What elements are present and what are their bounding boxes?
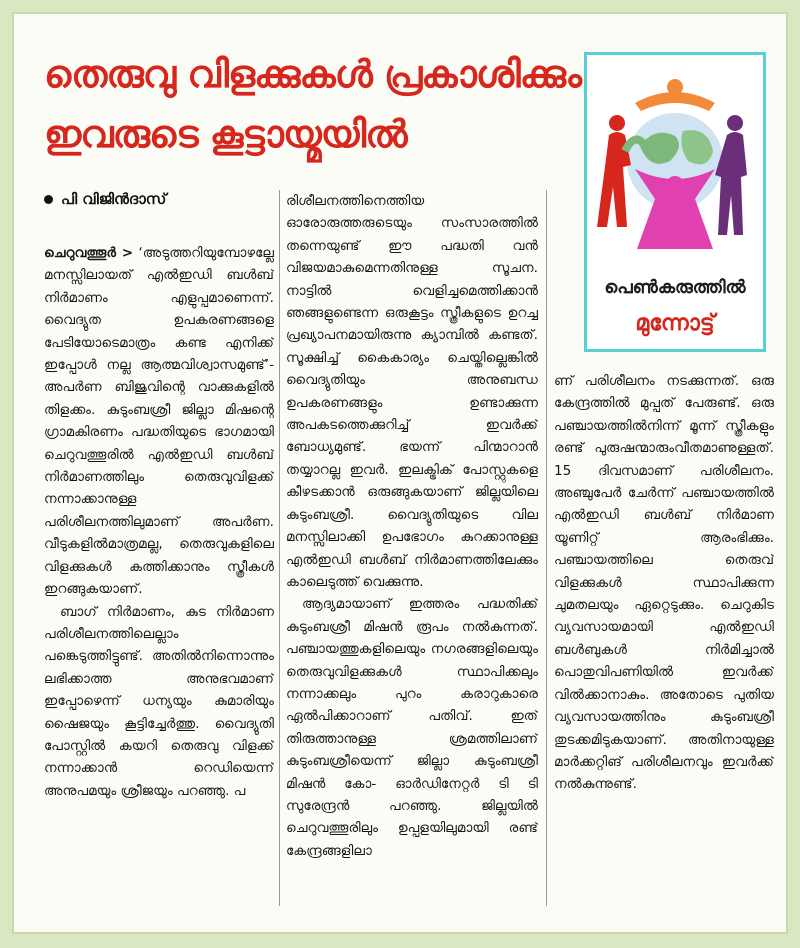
logo-subtitle: മുന്നോട്ട് [635, 311, 715, 336]
bullet-icon [44, 195, 53, 204]
kudumbashree-logo-box [584, 52, 766, 352]
women-around-globe-icon [595, 61, 755, 271]
article-paragraph [44, 242, 274, 601]
paragraph-text: ‘അടുത്തറിയുമ്പോഴല്ലേ മനസ്സിലായത് എൽഇഡി ബൾബ് നിർമാണം എളുപ്പമാണെന്ന്. വൈദ്യുത ഉപകരണങ്ങളെ പേടിയോടെമാത്രം കണ്ട എനിക്ക് ഇപ്പോൾ നല്ല ആത്മവിശ്വാസമുണ്ട്’- അപർണ ബിജുവിന്റെ വാക്കുകളിൽ തിളക്കം. കുടുംബശ്രീ ജില്ലാ മിഷന്റെ ഗ്രാമകിരണം പദ്ധതിയുടെ ഭാഗമായി ചെറുവത്തൂരിൽ എൽഇഡി ബൾബ് നിർമാണത്തിലും തെരുവുവിളക്ക് നന്നാക്കാനുള്ള പരിശീലനത്തിലുമാണ് അപർണ. വീടുകളിൽമാത്രമല്ല, തെരുവുകളിലെ വിളക്കുകൾ കത്തിക്കാനും സ്ത്രീകൾ ഇറങ്ങുകയാണ്. [44, 245, 274, 598]
headline [44, 44, 581, 164]
article-column-3 [554, 370, 774, 890]
article-paragraph: ബാഗ് നിർമാണം, കുട നിർമാണ പരിശീലനത്തിലെല്ലാം പങ്കെടുത്തിട്ടുണ്ട്. അതിൽനിന്നൊന്നും ലഭിക്കാത്ത അനുഭവമാണ് ഇപ്പോഴെന്ന് ധന്യയും കുമാരിയും ഷൈജയും കൂട്ടിച്ചേർത്തു. വൈദ്യുതി പോസ്റ്റിൽ കയറി തെരുവു വിളക്ക് നന്നാക്കാൻ റെഡിയെന്ന് അനുപമയും ശ്രീജയും പറഞ്ഞു. പ [44, 603, 274, 799]
author-name: പി വിജിൻദാസ് [61, 190, 167, 208]
column-divider [546, 190, 547, 906]
article-paragraph: രിശീലനത്തിനെത്തിയ ഓരോരുത്തരുടെയും സംസാരത്തിൽ തന്നെയുണ്ട് ഈ പദ്ധതി വൻ വിജയമാകുമെന്നതിനുള്ള സൂചന. നാട്ടിൽ വെളിച്ചമെത്തിക്കാൻ ഞങ്ങളുണ്ടെന്ന ഒരുകൂട്ടം സ്ത്രീകളുടെ ഉറച്ച പ്രഖ്യാപനമായിരുന്നു ക്യാമ്പിൽ കണ്ടത്. സൂക്ഷിച്ച് കൈകാര്യം ചെയ്തില്ലെങ്കിൽ വൈദ്യുതിയും അനുബന്ധ ഉപകരണങ്ങളും ഉണ്ടാക്കുന്ന അപകടത്തെക്കുറിച്ച് ഇവർക്ക് ബോധ്യമുണ്ട്. ഭയന്ന് പിന്മാറാൻ തയ്യാറല്ല ഇവർ. ഇലക്ട്രിക് പോസ്റ്റുകളെ കീഴടക്കാൻ ഒരുങ്ങുകയാണ് ജില്ലയിലെ കുടുംബശ്രീ. വൈദ്യുതിയുടെ വില മനസ്സിലാക്കി ഉപഭോഗം കുറക്കാനുള്ള എൽഇഡി ബൾബ് നിർമാണത്തിലേക്കും കാലെടുത്ത് വെക്കുന്നു. [286, 193, 538, 590]
dateline: ചെറുവത്തൂർ > [44, 245, 134, 261]
article-column-1 [44, 242, 274, 906]
column-divider [279, 190, 280, 906]
headline-line-1: തെരുവു വിളക്കുകൾ പ്രകാശിക്കും [44, 52, 581, 96]
headline-line-2: ഇവരുടെ കൂട്ടായ്മയിൽ [44, 112, 407, 156]
newspaper-clipping [12, 12, 788, 934]
byline [44, 190, 274, 208]
article-paragraph: ണ് പരിശീലനം നടക്കുന്നത്. ഒരു കേന്ദ്രത്തിൽ മുപ്പത് പേരുണ്ട്. ഒരു പഞ്ചായത്തിൽനിന്ന് മൂന്ന് സ്ത്രീകളും രണ്ട് പുരുഷന്മാരുംവീതമാണുള്ളത്. 15 ദിവസമാണ് പരിശീലനം. അഞ്ചുപേർ ചേർന്ന് പഞ്ചായത്തിൽ എൽഇഡി ബൾബ് നിർമാണ യൂണിറ്റ് ആരംഭിക്കും. പഞ്ചായത്തിലെ തെരുവ് വിളക്കുകൾ സ്ഥാപിക്കുന്ന ചുമതലയും ഏറ്റെടുക്കും. ചെറുകിട വ്യവസായമായി എൽഇഡി ബൾബുകൾ നിർമിച്ചാൽ പൊതുവിപണിയിൽ ഇവർക്ക് വിൽക്കാനാകും. അതോടെ പുതിയ വ്യവസായത്തിനും കുടുംബശ്രീ തുടക്കമിടുകയാണ്. അതിനായുള്ള മാർക്കറ്റിങ് പരിശീലനവും ഇവർക്ക് നൽകുന്നുണ്ട്. [554, 373, 774, 793]
article-column-2 [286, 190, 538, 906]
article-paragraph: ആദ്യമായാണ് ഇത്തരം പദ്ധതിക്ക് കുടുംബശ്രീ മിഷൻ രൂപം നൽകുന്നത്. പഞ്ചായത്തുകളിലെയും നഗരങ്ങളിലെയും തെരുവുവിളക്കുകൾ സ്ഥാപിക്കലും നന്നാക്കലും പുറം കരാറുകാരെ ഏൽപിക്കാറാണ് പതിവ്. ഇത് തിരുത്താനുള്ള ശ്രമത്തിലാണ് കുടുംബശ്രീയെന്ന് ജില്ലാ കുടുംബശ്രീ മിഷൻ കോ- ഓർഡിനേറ്റർ ടി ടി സുരേന്ദ്രൻ പറഞ്ഞു. ജില്ലയിൽ ചെറുവത്തൂരിലും ഉപ്പളയിലുമായി രണ്ട് കേന്ദ്രങ്ങളിലാ [286, 596, 538, 859]
logo-title: പെൺകരുത്തിൽ [604, 277, 746, 298]
